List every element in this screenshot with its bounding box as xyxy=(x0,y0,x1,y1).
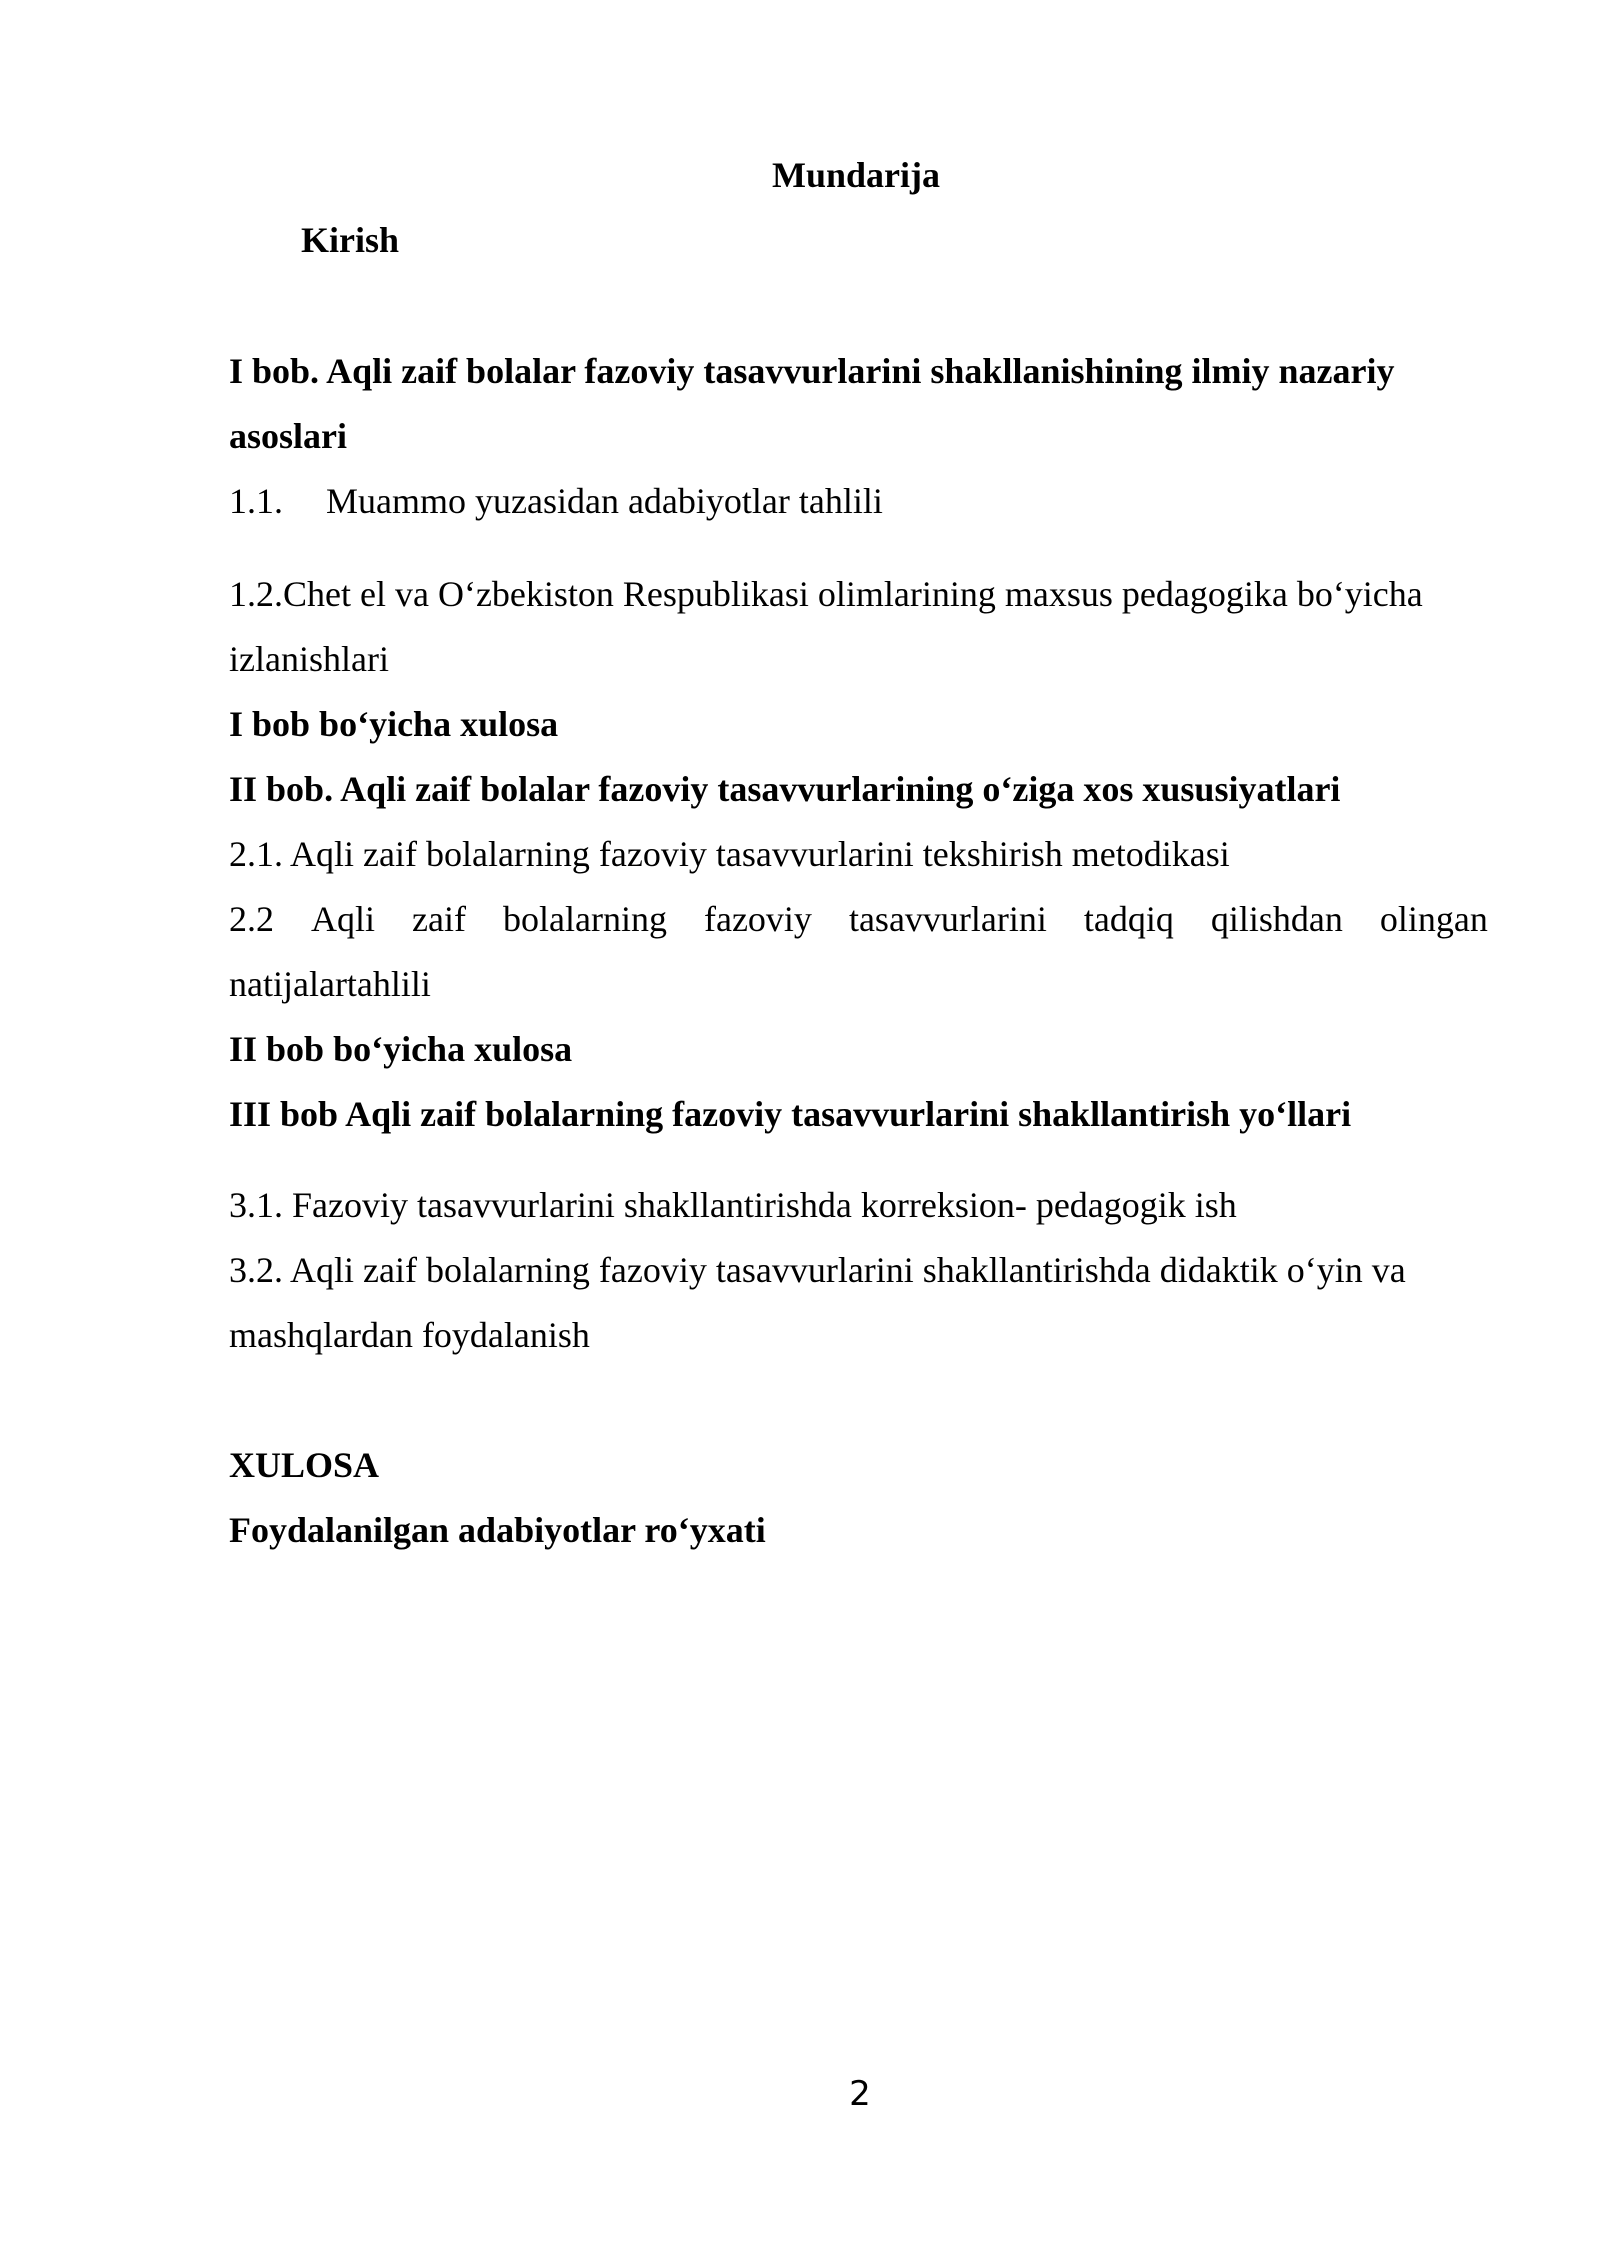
chapter2-heading: II bob. Aqli zaif bolalar fazoviy tasavvurlarining o‘ziga xos xususiyatlari xyxy=(229,769,1341,809)
chapter1-item2-line2: izlanishlari xyxy=(229,639,389,679)
word: zaif xyxy=(412,899,466,939)
references-heading: Foydalanilgan adabiyotlar ro‘yxati xyxy=(229,1510,766,1550)
chapter1-heading-line2: asoslari xyxy=(229,416,348,456)
word: bolalarning xyxy=(503,899,667,939)
word: qilishdan xyxy=(1210,899,1343,939)
chapter3-item2-line1: 3.2. Aqli zaif bolalarning fazoviy tasavvurlarini shakllantirishda didaktik o‘yin va xyxy=(229,1250,1406,1290)
chapter1-item2-line1: 1.2.Chet el va O‘zbekiston Respublikasi olimlarining maxsus pedagogika bo‘yicha xyxy=(229,574,1423,614)
chapter1-item1-text: Muammo yuzasidan adabiyotlar tahlili xyxy=(326,481,883,521)
word: 2.2 xyxy=(229,899,274,939)
chapter3-item2-line2: mashqlardan foydalanish xyxy=(229,1315,590,1355)
word: tadqiq xyxy=(1083,899,1174,939)
chapter2-item2-line1 xyxy=(229,897,1488,941)
toc-intro: Kirish xyxy=(301,220,400,260)
chapter1-item1-number: 1.1. xyxy=(229,481,283,521)
toc-title: Mundarija xyxy=(772,155,941,195)
chapter2-conclusion: II bob bo‘yicha xulosa xyxy=(229,1029,573,1069)
word: tasavvurlarini xyxy=(848,899,1047,939)
chapter3-item1: 3.1. Fazoviy tasavvurlarini shakllantirishda korreksion- pedagogik ish xyxy=(229,1185,1237,1225)
chapter3-heading: III bob Aqli zaif bolalarning fazoviy tasavvurlarini shakllantirish yo‘llari xyxy=(229,1094,1352,1134)
word: Aqli xyxy=(311,899,376,939)
final-conclusion: XULOSA xyxy=(229,1445,380,1485)
chapter2-item1: 2.1. Aqli zaif bolalarning fazoviy tasavvurlarini tekshirish metodikasi xyxy=(229,834,1230,874)
word: olingan xyxy=(1379,899,1488,939)
chapter2-item2-line2: natijalartahlili xyxy=(229,964,431,1004)
chapter1-conclusion: I bob bo‘yicha xulosa xyxy=(229,704,559,744)
word: fazoviy xyxy=(703,899,812,939)
page-number: 2 xyxy=(849,2074,871,2114)
chapter1-heading-line1: I bob. Aqli zaif bolalar fazoviy tasavvurlarini shakllanishining ilmiy nazariy xyxy=(229,351,1395,391)
